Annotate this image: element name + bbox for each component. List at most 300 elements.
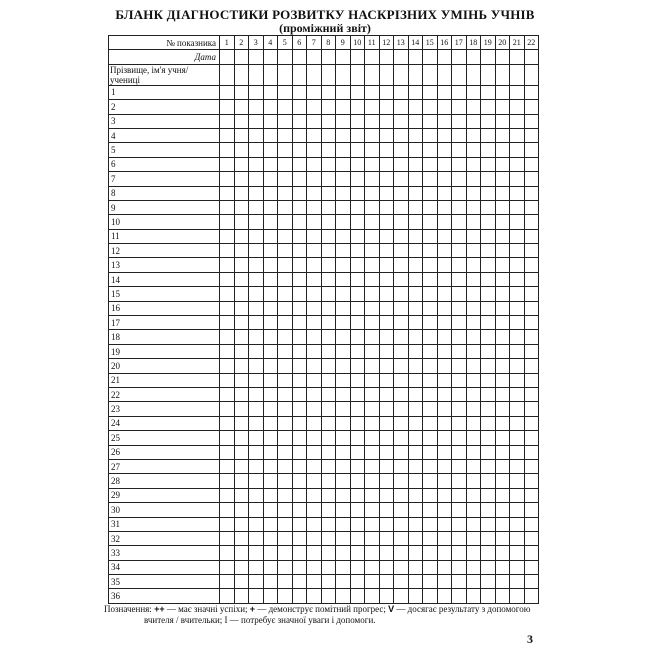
table-cell[interactable] [278,503,293,517]
table-cell[interactable] [321,229,336,243]
table-cell[interactable] [234,387,249,401]
table-cell[interactable] [350,589,365,603]
table-cell[interactable] [263,128,278,142]
table-cell[interactable] [524,85,539,99]
table-cell[interactable] [437,517,452,531]
table-cell[interactable] [379,402,394,416]
table-cell[interactable] [249,517,264,531]
table-cell[interactable] [379,373,394,387]
table-cell[interactable] [321,560,336,574]
table-cell[interactable] [481,488,496,502]
table-cell[interactable] [336,287,351,301]
table-cell[interactable] [437,128,452,142]
table-cell[interactable] [466,359,481,373]
table-cell[interactable] [437,575,452,589]
table-cell[interactable] [263,344,278,358]
table-cell[interactable] [394,244,409,258]
table-cell[interactable] [437,402,452,416]
table-cell[interactable] [234,575,249,589]
table-cell[interactable] [365,517,380,531]
table-cell[interactable] [220,503,235,517]
table-cell[interactable] [278,488,293,502]
table-cell[interactable] [437,272,452,286]
table-cell[interactable] [379,344,394,358]
table-cell[interactable] [466,546,481,560]
table-cell[interactable] [249,546,264,560]
table-cell[interactable] [350,488,365,502]
table-cell[interactable] [336,128,351,142]
table-cell[interactable] [336,575,351,589]
table-cell[interactable] [452,272,467,286]
table-cell[interactable] [321,589,336,603]
table-cell[interactable] [220,272,235,286]
table-cell[interactable] [481,143,496,157]
table-cell[interactable] [321,402,336,416]
table-cell[interactable] [437,560,452,574]
table-cell[interactable] [495,229,510,243]
table-cell[interactable] [365,560,380,574]
table-cell[interactable] [379,387,394,401]
table-cell[interactable] [423,402,438,416]
table-cell[interactable] [307,517,322,531]
table-cell[interactable] [292,301,307,315]
table-cell[interactable] [379,431,394,445]
table-cell[interactable] [379,229,394,243]
table-cell[interactable] [249,431,264,445]
table-cell[interactable] [220,546,235,560]
table-cell[interactable] [307,100,322,114]
table-cell[interactable] [452,387,467,401]
table-cell[interactable] [336,272,351,286]
table-cell[interactable] [510,200,525,214]
table-cell[interactable] [365,431,380,445]
table-cell[interactable] [249,114,264,128]
table-cell[interactable] [249,488,264,502]
table-cell[interactable] [263,143,278,157]
table-cell[interactable] [292,402,307,416]
table-cell[interactable] [495,402,510,416]
table-cell[interactable] [234,186,249,200]
table-cell[interactable] [524,157,539,171]
table-cell[interactable] [350,531,365,545]
table-cell[interactable] [524,258,539,272]
table-cell[interactable] [365,488,380,502]
table-cell[interactable] [263,301,278,315]
table-cell[interactable] [278,575,293,589]
table-cell[interactable] [408,359,423,373]
table-cell[interactable] [394,531,409,545]
table-cell[interactable] [249,373,264,387]
table-cell[interactable] [452,244,467,258]
table-cell[interactable] [481,344,496,358]
table-cell[interactable] [408,287,423,301]
table-cell[interactable] [350,272,365,286]
table-cell[interactable] [336,244,351,258]
table-cell[interactable] [423,287,438,301]
table-cell[interactable] [394,344,409,358]
table-cell[interactable] [307,316,322,330]
table-cell[interactable] [321,344,336,358]
table-cell[interactable] [307,503,322,517]
table-cell[interactable] [350,330,365,344]
table-cell[interactable] [249,157,264,171]
table-cell[interactable] [510,589,525,603]
table-cell[interactable] [481,157,496,171]
table-cell[interactable] [408,330,423,344]
table-cell[interactable] [408,416,423,430]
table-cell[interactable] [365,402,380,416]
table-cell[interactable] [379,85,394,99]
table-cell[interactable] [292,200,307,214]
table-cell[interactable] [408,546,423,560]
table-cell[interactable] [466,517,481,531]
table-cell[interactable] [321,172,336,186]
table-cell[interactable] [495,244,510,258]
table-cell[interactable] [437,373,452,387]
table-cell[interactable] [336,100,351,114]
table-cell[interactable] [234,330,249,344]
table-cell[interactable] [524,200,539,214]
table-cell[interactable] [350,459,365,473]
table-cell[interactable] [510,186,525,200]
table-cell[interactable] [263,560,278,574]
table-cell[interactable] [394,186,409,200]
table-cell[interactable] [524,172,539,186]
table-cell[interactable] [234,359,249,373]
table-cell[interactable] [336,503,351,517]
table-cell[interactable] [495,531,510,545]
table-cell[interactable] [249,387,264,401]
table-cell[interactable] [234,373,249,387]
table-cell[interactable] [234,100,249,114]
table-cell[interactable] [495,85,510,99]
table-cell[interactable] [220,330,235,344]
table-cell[interactable] [394,459,409,473]
table-cell[interactable] [234,431,249,445]
table-cell[interactable] [365,128,380,142]
table-cell[interactable] [408,517,423,531]
table-cell[interactable] [249,359,264,373]
table-cell[interactable] [278,244,293,258]
table-cell[interactable] [437,258,452,272]
table-cell[interactable] [408,316,423,330]
table-cell[interactable] [437,143,452,157]
table-cell[interactable] [321,114,336,128]
table-cell[interactable] [307,200,322,214]
table-cell[interactable] [495,330,510,344]
table-cell[interactable] [321,546,336,560]
table-cell[interactable] [452,301,467,315]
table-cell[interactable] [307,344,322,358]
table-cell[interactable] [379,301,394,315]
table-cell[interactable] [263,474,278,488]
table-cell[interactable] [466,100,481,114]
table-cell[interactable] [423,488,438,502]
table-cell[interactable] [292,330,307,344]
table-cell[interactable] [249,215,264,229]
table-cell[interactable] [336,387,351,401]
table-cell[interactable] [394,215,409,229]
table-cell[interactable] [437,344,452,358]
table-cell[interactable] [481,244,496,258]
table-cell[interactable] [466,287,481,301]
table-cell[interactable] [510,575,525,589]
table-cell[interactable] [379,244,394,258]
table-cell[interactable] [234,215,249,229]
table-cell[interactable] [350,215,365,229]
table-cell[interactable] [278,416,293,430]
table-cell[interactable] [263,229,278,243]
table-cell[interactable] [336,344,351,358]
table-cell[interactable] [220,359,235,373]
table-cell[interactable] [394,100,409,114]
table-cell[interactable] [220,186,235,200]
table-cell[interactable] [408,229,423,243]
table-cell[interactable] [452,459,467,473]
table-cell[interactable] [292,517,307,531]
table-cell[interactable] [394,359,409,373]
table-cell[interactable] [292,258,307,272]
table-cell[interactable] [524,244,539,258]
table-cell[interactable] [365,85,380,99]
table-cell[interactable] [321,272,336,286]
table-cell[interactable] [524,416,539,430]
table-cell[interactable] [336,560,351,574]
table-cell[interactable] [234,402,249,416]
table-cell[interactable] [437,503,452,517]
table-cell[interactable] [466,589,481,603]
table-cell[interactable] [524,474,539,488]
table-cell[interactable] [292,157,307,171]
table-cell[interactable] [220,531,235,545]
table-cell[interactable] [408,244,423,258]
table-cell[interactable] [350,258,365,272]
table-cell[interactable] [481,373,496,387]
table-cell[interactable] [321,416,336,430]
table-cell[interactable] [408,488,423,502]
table-cell[interactable] [234,459,249,473]
table-cell[interactable] [481,258,496,272]
table-cell[interactable] [249,531,264,545]
table-cell[interactable] [394,128,409,142]
table-cell[interactable] [292,488,307,502]
table-cell[interactable] [466,373,481,387]
table-cell[interactable] [481,316,496,330]
table-cell[interactable] [466,316,481,330]
table-cell[interactable] [394,546,409,560]
table-cell[interactable] [263,503,278,517]
table-cell[interactable] [379,157,394,171]
table-cell[interactable] [481,85,496,99]
table-cell[interactable] [365,373,380,387]
table-cell[interactable] [307,402,322,416]
table-cell[interactable] [481,474,496,488]
table-cell[interactable] [234,114,249,128]
table-cell[interactable] [249,172,264,186]
table-cell[interactable] [452,402,467,416]
table-cell[interactable] [278,316,293,330]
table-cell[interactable] [234,474,249,488]
table-cell[interactable] [452,416,467,430]
table-cell[interactable] [307,416,322,430]
table-cell[interactable] [481,186,496,200]
table-cell[interactable] [466,330,481,344]
table-cell[interactable] [379,575,394,589]
table-cell[interactable] [263,157,278,171]
table-cell[interactable] [292,373,307,387]
table-cell[interactable] [481,459,496,473]
table-cell[interactable] [365,459,380,473]
table-cell[interactable] [321,287,336,301]
table-cell[interactable] [437,157,452,171]
table-cell[interactable] [394,287,409,301]
table-cell[interactable] [307,431,322,445]
table-cell[interactable] [423,157,438,171]
table-cell[interactable] [307,172,322,186]
table-cell[interactable] [220,488,235,502]
table-cell[interactable] [278,229,293,243]
table-cell[interactable] [524,575,539,589]
table-cell[interactable] [321,575,336,589]
table-cell[interactable] [220,157,235,171]
table-cell[interactable] [394,503,409,517]
table-cell[interactable] [408,128,423,142]
table-cell[interactable] [452,186,467,200]
table-cell[interactable] [510,503,525,517]
table-cell[interactable] [263,258,278,272]
table-cell[interactable] [379,258,394,272]
table-cell[interactable] [408,503,423,517]
table-cell[interactable] [234,143,249,157]
table-cell[interactable] [249,316,264,330]
table-cell[interactable] [321,359,336,373]
table-cell[interactable] [379,272,394,286]
table-cell[interactable] [524,143,539,157]
table-cell[interactable] [437,301,452,315]
table-cell[interactable] [365,359,380,373]
table-cell[interactable] [350,546,365,560]
table-cell[interactable] [249,229,264,243]
table-cell[interactable] [249,85,264,99]
table-cell[interactable] [437,431,452,445]
table-cell[interactable] [350,416,365,430]
table-cell[interactable] [336,157,351,171]
table-cell[interactable] [350,200,365,214]
table-cell[interactable] [452,172,467,186]
table-cell[interactable] [249,503,264,517]
table-cell[interactable] [408,157,423,171]
table-cell[interactable] [423,114,438,128]
table-cell[interactable] [321,373,336,387]
table-cell[interactable] [510,373,525,387]
table-cell[interactable] [452,488,467,502]
table-cell[interactable] [495,373,510,387]
table-cell[interactable] [423,359,438,373]
table-cell[interactable] [365,186,380,200]
table-cell[interactable] [292,359,307,373]
table-cell[interactable] [394,445,409,459]
table-cell[interactable] [234,445,249,459]
table-cell[interactable] [437,474,452,488]
table-cell[interactable] [466,258,481,272]
table-cell[interactable] [292,387,307,401]
table-cell[interactable] [394,330,409,344]
table-cell[interactable] [481,301,496,315]
table-cell[interactable] [379,488,394,502]
table-cell[interactable] [365,157,380,171]
table-cell[interactable] [510,143,525,157]
table-cell[interactable] [466,431,481,445]
table-cell[interactable] [321,517,336,531]
table-cell[interactable] [481,330,496,344]
table-cell[interactable] [510,287,525,301]
table-cell[interactable] [220,560,235,574]
table-cell[interactable] [336,416,351,430]
table-cell[interactable] [466,200,481,214]
table-cell[interactable] [495,387,510,401]
table-cell[interactable] [495,200,510,214]
table-cell[interactable] [466,560,481,574]
table-cell[interactable] [510,517,525,531]
table-cell[interactable] [466,531,481,545]
table-cell[interactable] [220,100,235,114]
table-cell[interactable] [321,301,336,315]
table-cell[interactable] [278,546,293,560]
table-cell[interactable] [249,287,264,301]
table-cell[interactable] [292,503,307,517]
table-cell[interactable] [307,157,322,171]
table-cell[interactable] [379,172,394,186]
table-cell[interactable] [263,172,278,186]
table-cell[interactable] [278,344,293,358]
table-cell[interactable] [278,287,293,301]
table-cell[interactable] [394,431,409,445]
table-cell[interactable] [510,546,525,560]
table-cell[interactable] [321,488,336,502]
table-cell[interactable] [234,416,249,430]
table-cell[interactable] [510,531,525,545]
table-cell[interactable] [292,287,307,301]
table-cell[interactable] [394,589,409,603]
table-cell[interactable] [249,416,264,430]
table-cell[interactable] [524,100,539,114]
table-cell[interactable] [510,488,525,502]
table-cell[interactable] [321,445,336,459]
table-cell[interactable] [510,128,525,142]
table-cell[interactable] [510,316,525,330]
table-cell[interactable] [394,301,409,315]
table-cell[interactable] [510,344,525,358]
table-cell[interactable] [437,445,452,459]
table-cell[interactable] [437,488,452,502]
table-cell[interactable] [263,316,278,330]
table-cell[interactable] [495,431,510,445]
table-cell[interactable] [481,517,496,531]
table-cell[interactable] [234,157,249,171]
table-cell[interactable] [495,517,510,531]
table-cell[interactable] [249,402,264,416]
table-cell[interactable] [524,503,539,517]
table-cell[interactable] [379,503,394,517]
table-cell[interactable] [452,431,467,445]
table-cell[interactable] [510,172,525,186]
table-cell[interactable] [350,287,365,301]
table-cell[interactable] [524,431,539,445]
table-cell[interactable] [292,85,307,99]
table-cell[interactable] [321,474,336,488]
table-cell[interactable] [336,229,351,243]
table-cell[interactable] [510,272,525,286]
